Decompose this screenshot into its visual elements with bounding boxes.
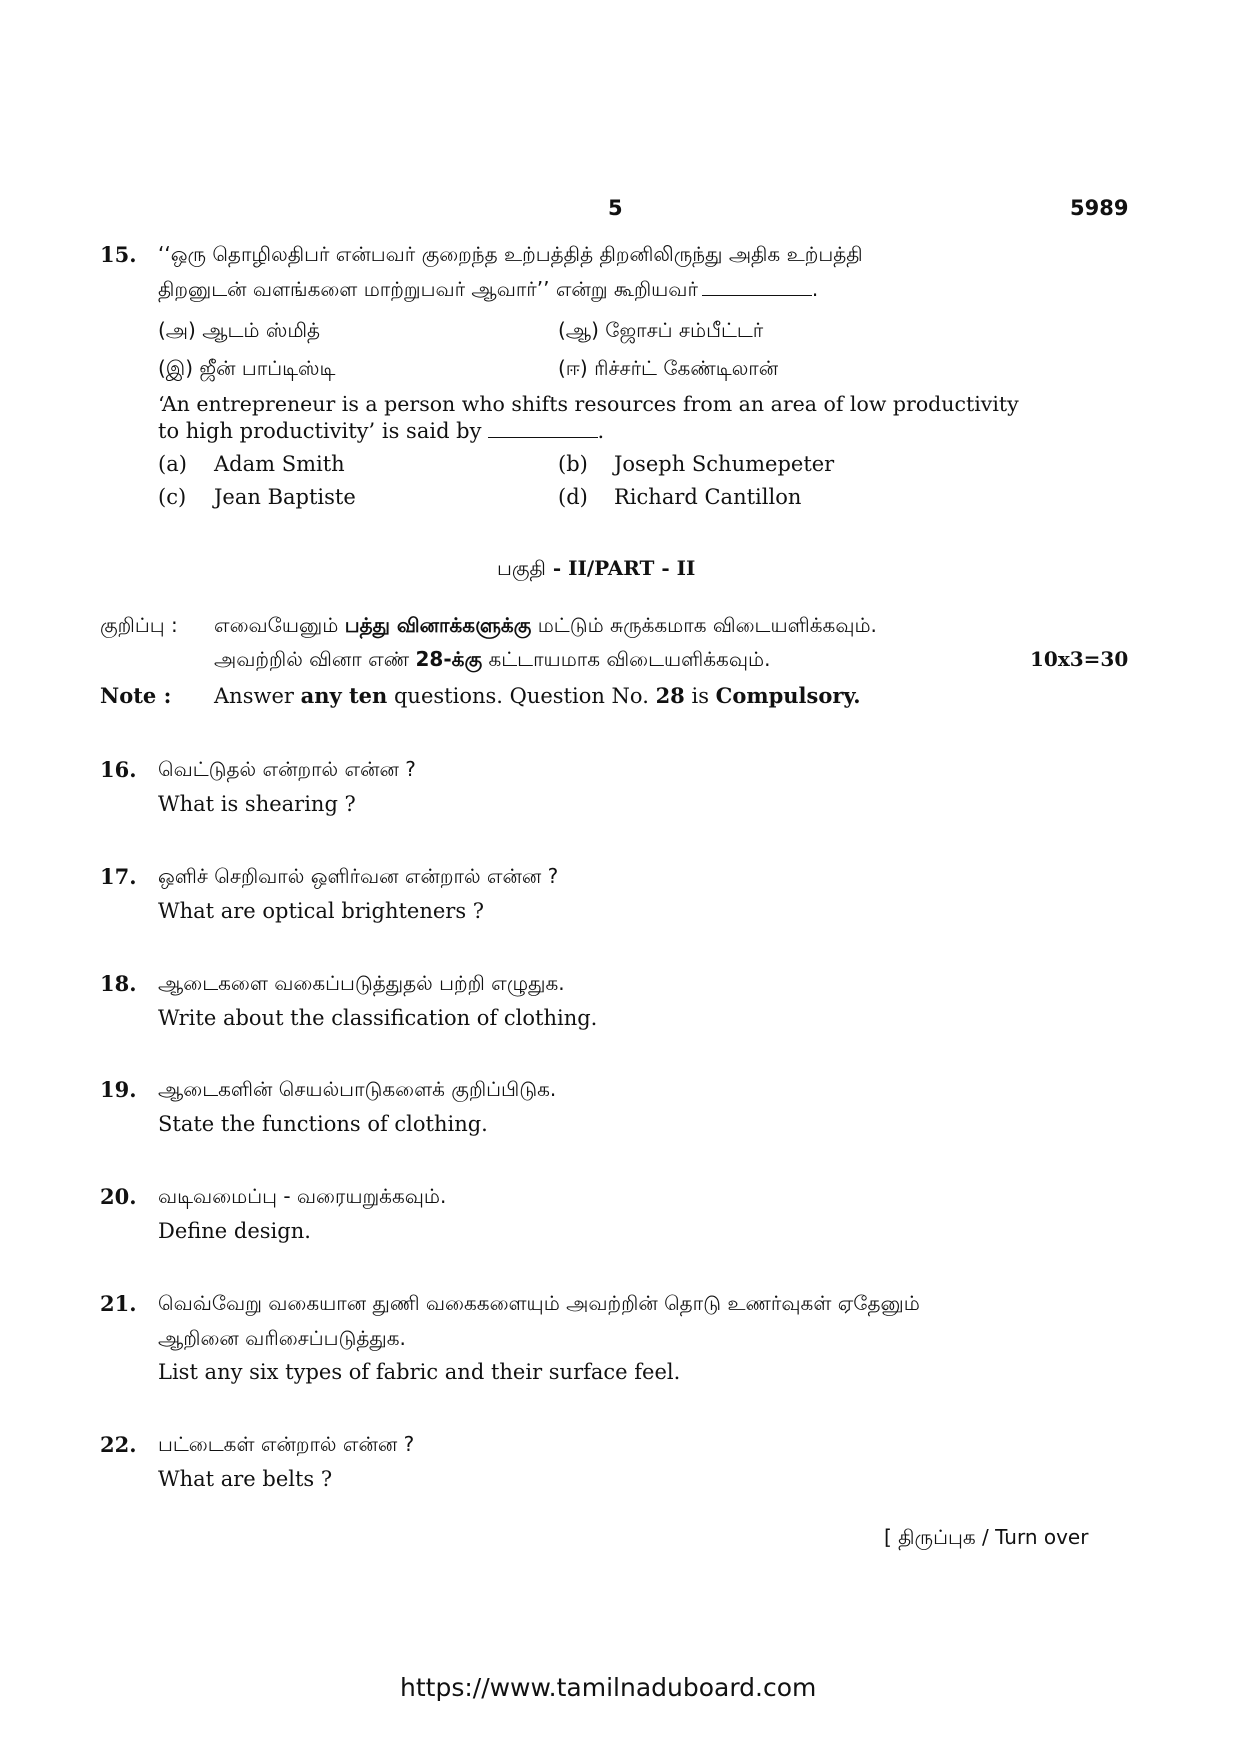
question-number: 17.	[100, 864, 137, 889]
option-d-label: (d)	[558, 485, 588, 509]
question-number: 21.	[100, 1291, 137, 1316]
option-b-ta: (ஆ) ஜோசப் சம்பீட்டர்	[558, 318, 764, 342]
question-text-ta: வெட்டுதல் என்றால் என்ன ?	[158, 757, 416, 781]
question-text-en: List any six types of fabric and their surface feel.	[158, 1360, 681, 1384]
question-text-en: ‘An entrepreneur is a person who shifts resources from an area of low productivity	[158, 392, 1019, 416]
question-text-ta: வெவ்வேறு வகையான துணி வகைகளையும் அவற்றின் தொடு உணர்வுகள் ஏதேனும்	[158, 1291, 920, 1315]
question-text-ta-line2: ஆறினை வரிசைப்படுத்துக.	[158, 1326, 406, 1350]
question-text-ta: பட்டைகள் என்றால் என்ன ?	[158, 1432, 415, 1456]
paper-code: 5989	[1070, 196, 1129, 220]
option-a: Adam Smith	[214, 452, 345, 476]
option-c-ta: (இ) ஜீன் பாப்டிஸ்டி	[158, 356, 336, 380]
question-text-ta-line2: திறனுடன் வளங்களை மாற்றுபவர் ஆவார்’’ என்று கூறியவர் .	[158, 277, 819, 301]
question-text-ta: ஆடைகளை வகைப்படுத்துதல் பற்றி எழுதுக.	[158, 971, 565, 995]
page-number: 5	[608, 196, 623, 220]
turn-over: [ திருப்புக / Turn over	[884, 1525, 1089, 1549]
option-d-ta: (ஈ) ரிச்சர்ட் கேண்டிலான்	[558, 356, 779, 380]
question-text-en: What is shearing ?	[158, 792, 356, 816]
footer-url[interactable]: https://www.tamilnaduboard.com	[400, 1673, 817, 1702]
option-a-label: (a)	[158, 452, 187, 476]
question-number: 15.	[100, 242, 137, 267]
question-text-ta: ‘‘ஒரு தொழிலதிபர் என்பவர் குறைந்த உற்பத்தித் திறனிலிருந்து அதிக உற்பத்தி	[158, 242, 863, 266]
option-b-label: (b)	[558, 452, 588, 476]
question-text-en: What are belts ?	[158, 1467, 333, 1491]
question-number: 20.	[100, 1184, 137, 1209]
note-label-ta: குறிப்பு :	[100, 613, 178, 637]
note-line1-ta: எவையேனும் பத்து வினாக்களுக்கு மட்டும் சுருக்கமாக விடையளிக்கவும்.	[214, 613, 877, 637]
option-a-ta: (அ) ஆடம் ஸ்மித்	[158, 318, 321, 342]
question-text-en: Define design.	[158, 1219, 311, 1243]
part-heading: பகுதி - II/PART - II	[497, 556, 696, 580]
option-b: Joseph Schumepeter	[614, 452, 835, 476]
note-line2-ta: அவற்றில் வினா எண் 28-க்கு கட்டாயமாக விடையளிக்கவும்.	[214, 647, 771, 671]
question-text-ta: ஒளிச் செறிவால் ஒளிர்வன என்றால் என்ன ?	[158, 864, 559, 888]
note-label-en: Note :	[100, 683, 172, 708]
question-text-ta: வடிவமைப்பு - வரையறுக்கவும்.	[158, 1184, 447, 1208]
question-number: 18.	[100, 971, 137, 996]
marks: 10x3=30	[1030, 647, 1129, 671]
option-c-label: (c)	[158, 485, 187, 509]
question-text-ta: ஆடைகளின் செயல்பாடுகளைக் குறிப்பிடுக.	[158, 1077, 557, 1101]
question-number: 16.	[100, 757, 137, 782]
question-number: 22.	[100, 1432, 137, 1457]
question-number: 19.	[100, 1077, 137, 1102]
question-text-en: What are optical brighteners ?	[158, 899, 485, 923]
question-text-en: Write about the classification of clothing.	[158, 1006, 598, 1030]
question-text-en-line2: to high productivity’ is said by .	[158, 419, 605, 443]
note-text-en: Answer any ten questions. Question No. 28 is Compulsory.	[214, 683, 861, 708]
option-d: Richard Cantillon	[614, 485, 802, 509]
question-text-en: State the functions of clothing.	[158, 1112, 488, 1136]
option-c: Jean Baptiste	[214, 485, 356, 509]
